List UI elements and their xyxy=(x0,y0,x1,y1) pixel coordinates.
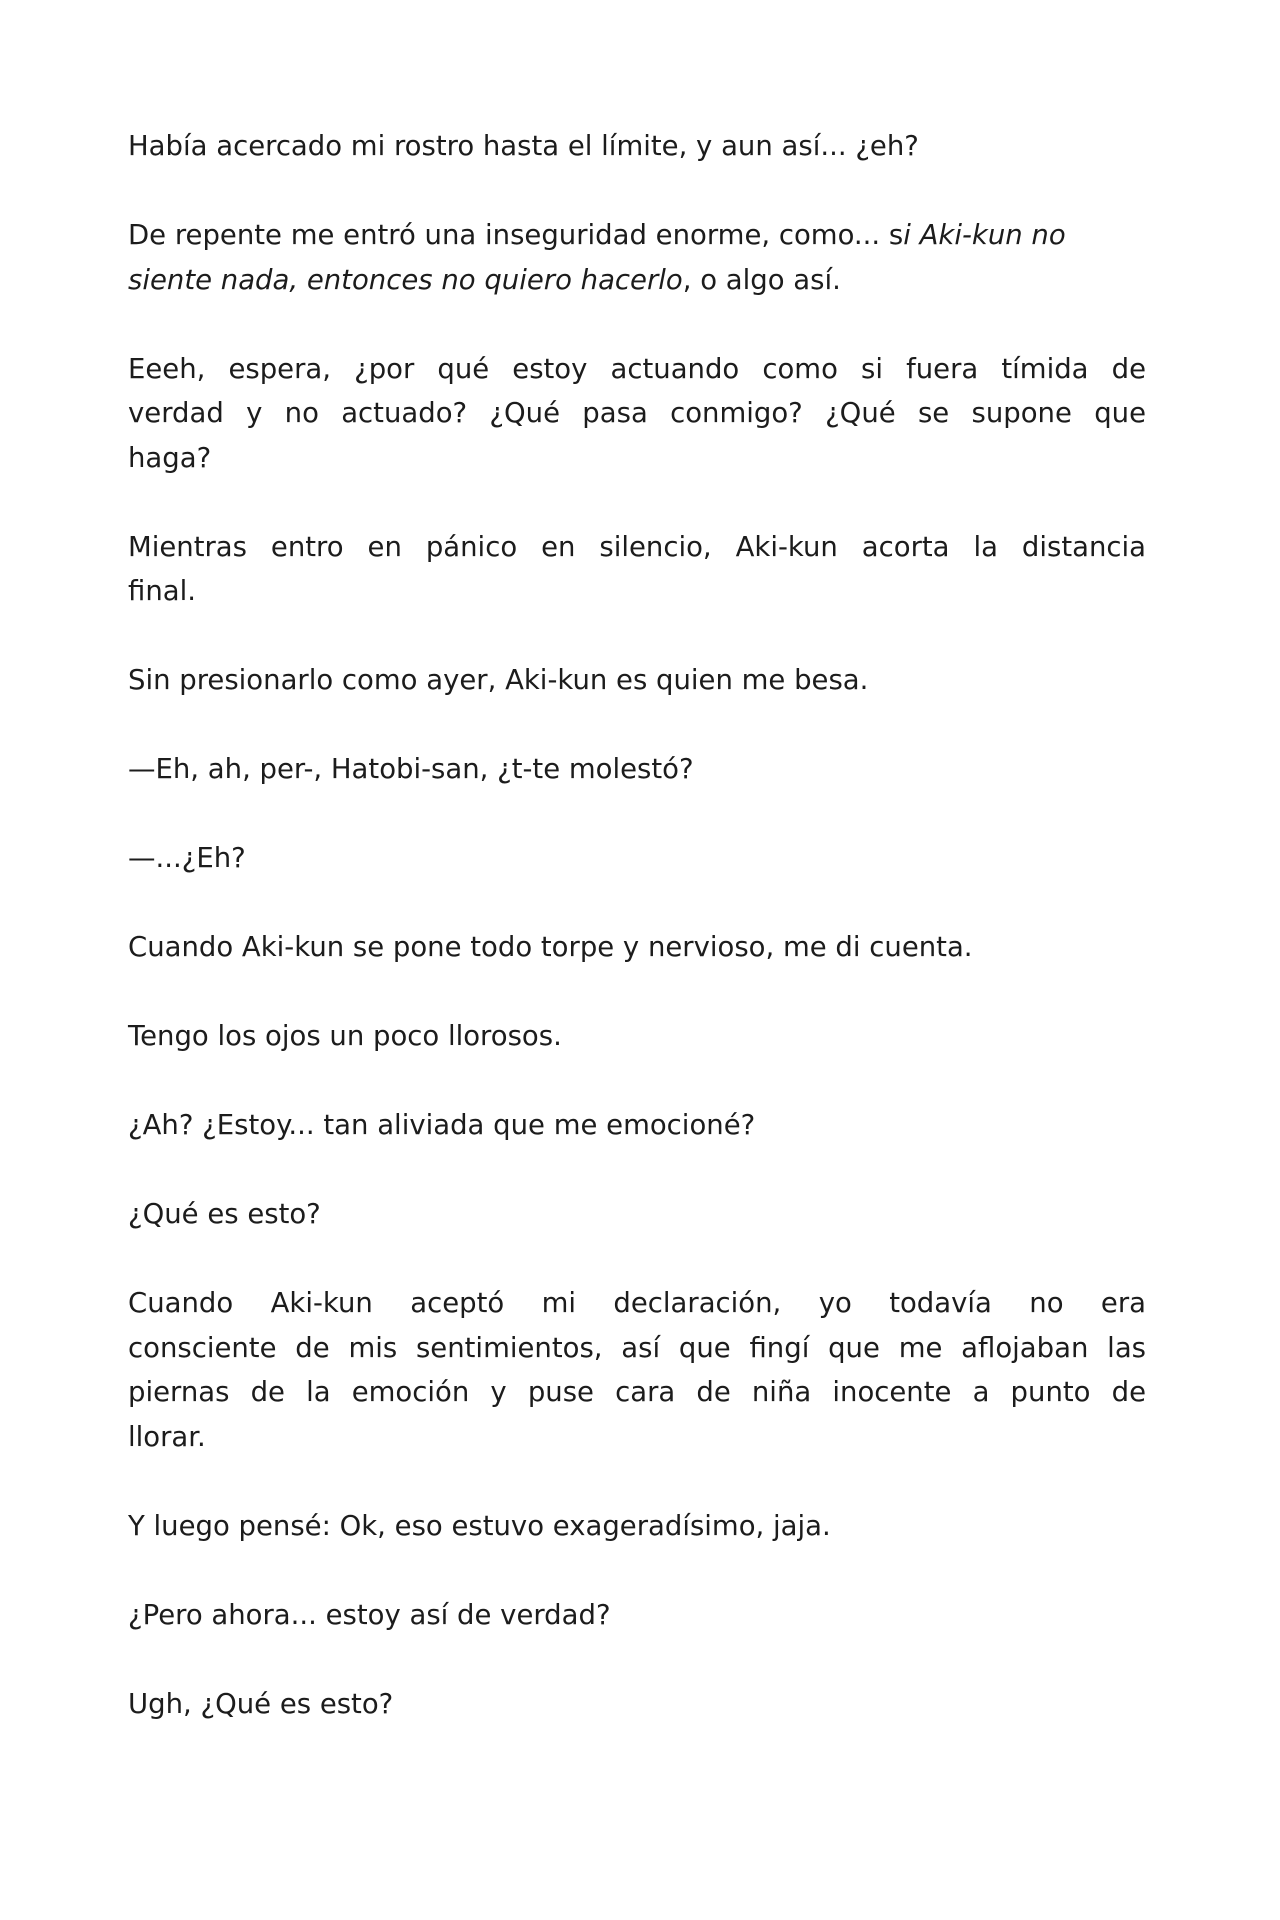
text-line: verdad y no actuado? ¿Qué pasa conmigo? ¿Qué se supone que xyxy=(128,397,1146,429)
text-line: consciente de mis sentimientos, así que fingí que me aflojaban las xyxy=(128,1331,1146,1364)
text-line: ¿Ah? ¿Estoy... tan aliviada que me emocioné? xyxy=(128,1109,756,1141)
document-page xyxy=(128,124,1146,1771)
text-line: piernas de la emoción y puse cara de niña inocente a punto de xyxy=(128,1376,1146,1408)
paragraph xyxy=(128,658,1146,703)
text-line: Eeeh, espera, ¿por qué estoy actuando como si fuera tímida de xyxy=(128,352,1146,385)
text-line: Mientras entro en pánico en silencio, Aki-kun acorta la distancia xyxy=(128,530,1146,563)
text-line: —Eh, ah, per-, Hatobi-san, ¿t-te molestó? xyxy=(128,753,694,785)
text-line: Cuando Aki-kun aceptó mi declaración, yo todavía no era xyxy=(128,1287,1146,1319)
text-line: Cuando Aki-kun se pone todo torpe y nervioso, me di cuenta. xyxy=(128,931,973,963)
text-line: final. xyxy=(128,575,196,607)
paragraph xyxy=(128,1103,1146,1148)
text-line: llorar. xyxy=(128,1420,206,1453)
paragraph xyxy=(128,1593,1146,1638)
paragraph xyxy=(128,1281,1146,1459)
text-line: Y luego pensé: Ok, eso estuvo exageradísimo, jaja. xyxy=(128,1509,831,1542)
paragraph xyxy=(128,124,1146,169)
text-line: ¿Qué es esto? xyxy=(128,1198,321,1230)
paragraph xyxy=(128,925,1146,970)
text-span: , o algo así. xyxy=(682,263,841,296)
paragraph xyxy=(128,1682,1146,1727)
text-line: Había acercado mi rostro hasta el límite, y aun así... ¿eh? xyxy=(128,130,919,162)
text-line: —...¿Eh? xyxy=(128,842,246,874)
paragraph xyxy=(128,747,1146,792)
paragraph xyxy=(128,347,1146,481)
italic-text: siente nada, entonces no quiero hacerlo xyxy=(128,263,683,296)
text-line xyxy=(128,264,841,296)
paragraph xyxy=(128,836,1146,881)
paragraph xyxy=(128,213,1146,302)
paragraph xyxy=(128,1014,1146,1059)
text-line: haga? xyxy=(128,441,212,474)
italic-text: i Aki-kun no xyxy=(903,219,1066,251)
text-line: ¿Pero ahora... estoy así de verdad? xyxy=(128,1598,611,1631)
paragraph xyxy=(128,525,1146,614)
text-span: De repente me entró una inseguridad enorme, como... s xyxy=(128,219,904,251)
text-line: Tengo los ojos un poco llorosos. xyxy=(128,1020,562,1052)
text-line: Sin presionarlo como ayer, Aki-kun es quien me besa. xyxy=(128,664,869,696)
text-line xyxy=(128,219,1066,251)
paragraph xyxy=(128,1192,1146,1237)
text-line: Ugh, ¿Qué es esto? xyxy=(128,1687,394,1720)
paragraph xyxy=(128,1504,1146,1549)
